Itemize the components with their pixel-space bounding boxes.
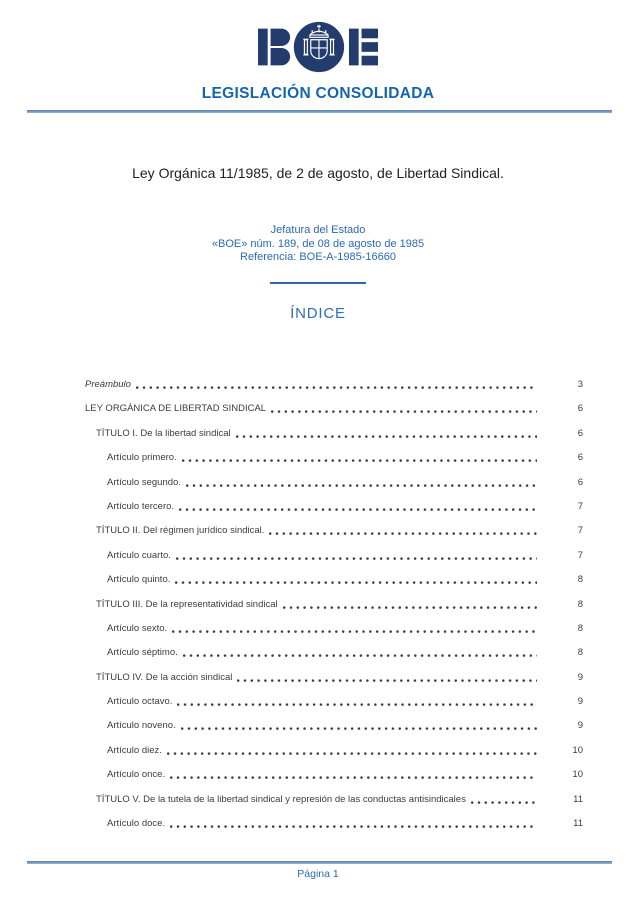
index-entry-page: 7 [577, 500, 583, 512]
index-entry-label: TÍTULO II. Del régimen jurídico sindical. [96, 525, 265, 537]
index-entry-page: 11 [573, 818, 583, 830]
index-entry[interactable] [85, 550, 583, 562]
dot-leader [182, 452, 537, 464]
index-entry-label: Preámbulo [85, 379, 131, 390]
index-entry-label: Artículo noveno. [107, 720, 176, 732]
index-entry-label: TÍTULO IV. De la acción sindical [96, 671, 233, 683]
index-entry-page: 9 [577, 671, 583, 683]
dot-leader [283, 599, 537, 611]
dot-leader [175, 574, 537, 586]
document-title: Ley Orgánica 11/1985, de 2 de agosto, de Libertad Sindical. [132, 165, 504, 181]
index-entry[interactable] [85, 720, 583, 732]
index-entry[interactable] [85, 647, 583, 659]
dot-leader [186, 477, 537, 489]
index-entry-page: 8 [577, 622, 583, 634]
index-entry-label: TÍTULO I. De la libertad sindical [96, 427, 231, 439]
index-entry[interactable] [85, 379, 583, 391]
boe-logo [258, 21, 378, 73]
reference: Referencia: BOE-A-1985-16660 [240, 251, 396, 263]
index-entry-page: 8 [577, 574, 583, 586]
index-entry-label: Artículo tercero. [107, 500, 175, 512]
index-entry[interactable] [85, 525, 583, 537]
index-list [85, 379, 583, 842]
index-entry-page: 11 [573, 793, 583, 805]
dot-leader [181, 720, 537, 732]
index-entry-page: 9 [577, 720, 583, 732]
index-entry-page: 6 [577, 452, 583, 464]
dot-leader [167, 745, 537, 757]
index-entry[interactable] [85, 501, 583, 513]
index-entry-label: LEY ORGÁNICA DE LIBERTAD SINDICAL [85, 403, 267, 415]
index-entry-label: Artículo quinto. [107, 574, 171, 586]
index-entry-label: Artículo octavo. [107, 696, 173, 708]
section-title: LEGISLACIÓN CONSOLIDADA [201, 85, 435, 102]
dot-leader [269, 525, 537, 537]
index-entry-page: 8 [577, 647, 583, 659]
dot-leader [136, 379, 537, 391]
header-rule [27, 110, 612, 113]
index-entry-label: TÍTULO V. De la tutela de la libertad sindical y represión de las conductas antisindicales [96, 793, 466, 805]
dot-leader [176, 550, 537, 562]
page-number-label: Página 1 [297, 868, 339, 880]
index-entry-page: 6 [577, 476, 583, 488]
dot-leader [471, 794, 537, 806]
dot-leader [237, 672, 537, 684]
index-entry[interactable] [85, 599, 583, 611]
index-entry[interactable] [85, 452, 583, 464]
index-entry[interactable] [85, 672, 583, 684]
index-entry-page: 7 [577, 525, 583, 537]
index-entry-label: TÍTULO III. De la representatividad sindical [96, 598, 278, 610]
index-entry[interactable] [85, 794, 583, 806]
index-entry-label: Artículo doce. [107, 818, 166, 830]
dot-leader [172, 623, 537, 635]
publication-block [0, 224, 636, 265]
index-entry-page: 10 [572, 744, 583, 756]
index-entry-label: Artículo segundo. [107, 476, 181, 488]
publication-info: «BOE» núm. 189, de 08 de agosto de 1985 [211, 237, 425, 250]
dot-leader [170, 769, 537, 781]
index-entry[interactable] [85, 477, 583, 489]
index-entry-page: 6 [577, 403, 583, 415]
index-entry-label: Artículo primero. [107, 452, 177, 464]
index-entry-page: 3 [577, 379, 583, 390]
dot-leader [177, 696, 537, 708]
dot-leader [183, 647, 537, 659]
index-entry-label: Artículo sexto. [107, 622, 168, 634]
index-entry[interactable] [85, 574, 583, 586]
index-entry-page: 6 [577, 427, 583, 439]
dot-leader [170, 818, 537, 830]
index-entry[interactable] [85, 818, 583, 830]
index-entry-label: Artículo séptimo. [107, 647, 178, 659]
index-entry-label: Artículo diez. [107, 744, 162, 756]
index-entry[interactable] [85, 696, 583, 708]
index-rule [270, 282, 366, 284]
footer-rule [27, 861, 612, 864]
dot-leader [271, 403, 537, 415]
index-entry-page: 7 [577, 549, 583, 561]
index-entry[interactable] [85, 623, 583, 635]
index-entry[interactable] [85, 745, 583, 757]
index-entry[interactable] [85, 403, 583, 415]
dot-leader [236, 428, 537, 440]
index-heading: ÍNDICE [290, 305, 346, 322]
index-entry-label: Artículo cuarto. [107, 549, 171, 561]
index-entry[interactable] [85, 769, 583, 781]
boe-logo-icon [258, 21, 378, 73]
dot-leader [179, 501, 537, 513]
index-entry-page: 9 [577, 696, 583, 708]
index-entry-page: 8 [577, 598, 583, 610]
index-entry[interactable] [85, 428, 583, 440]
index-entry-page: 10 [572, 769, 583, 781]
issuer: Jefatura del Estado [270, 224, 366, 236]
index-entry-label: Artículo once. [107, 769, 166, 781]
